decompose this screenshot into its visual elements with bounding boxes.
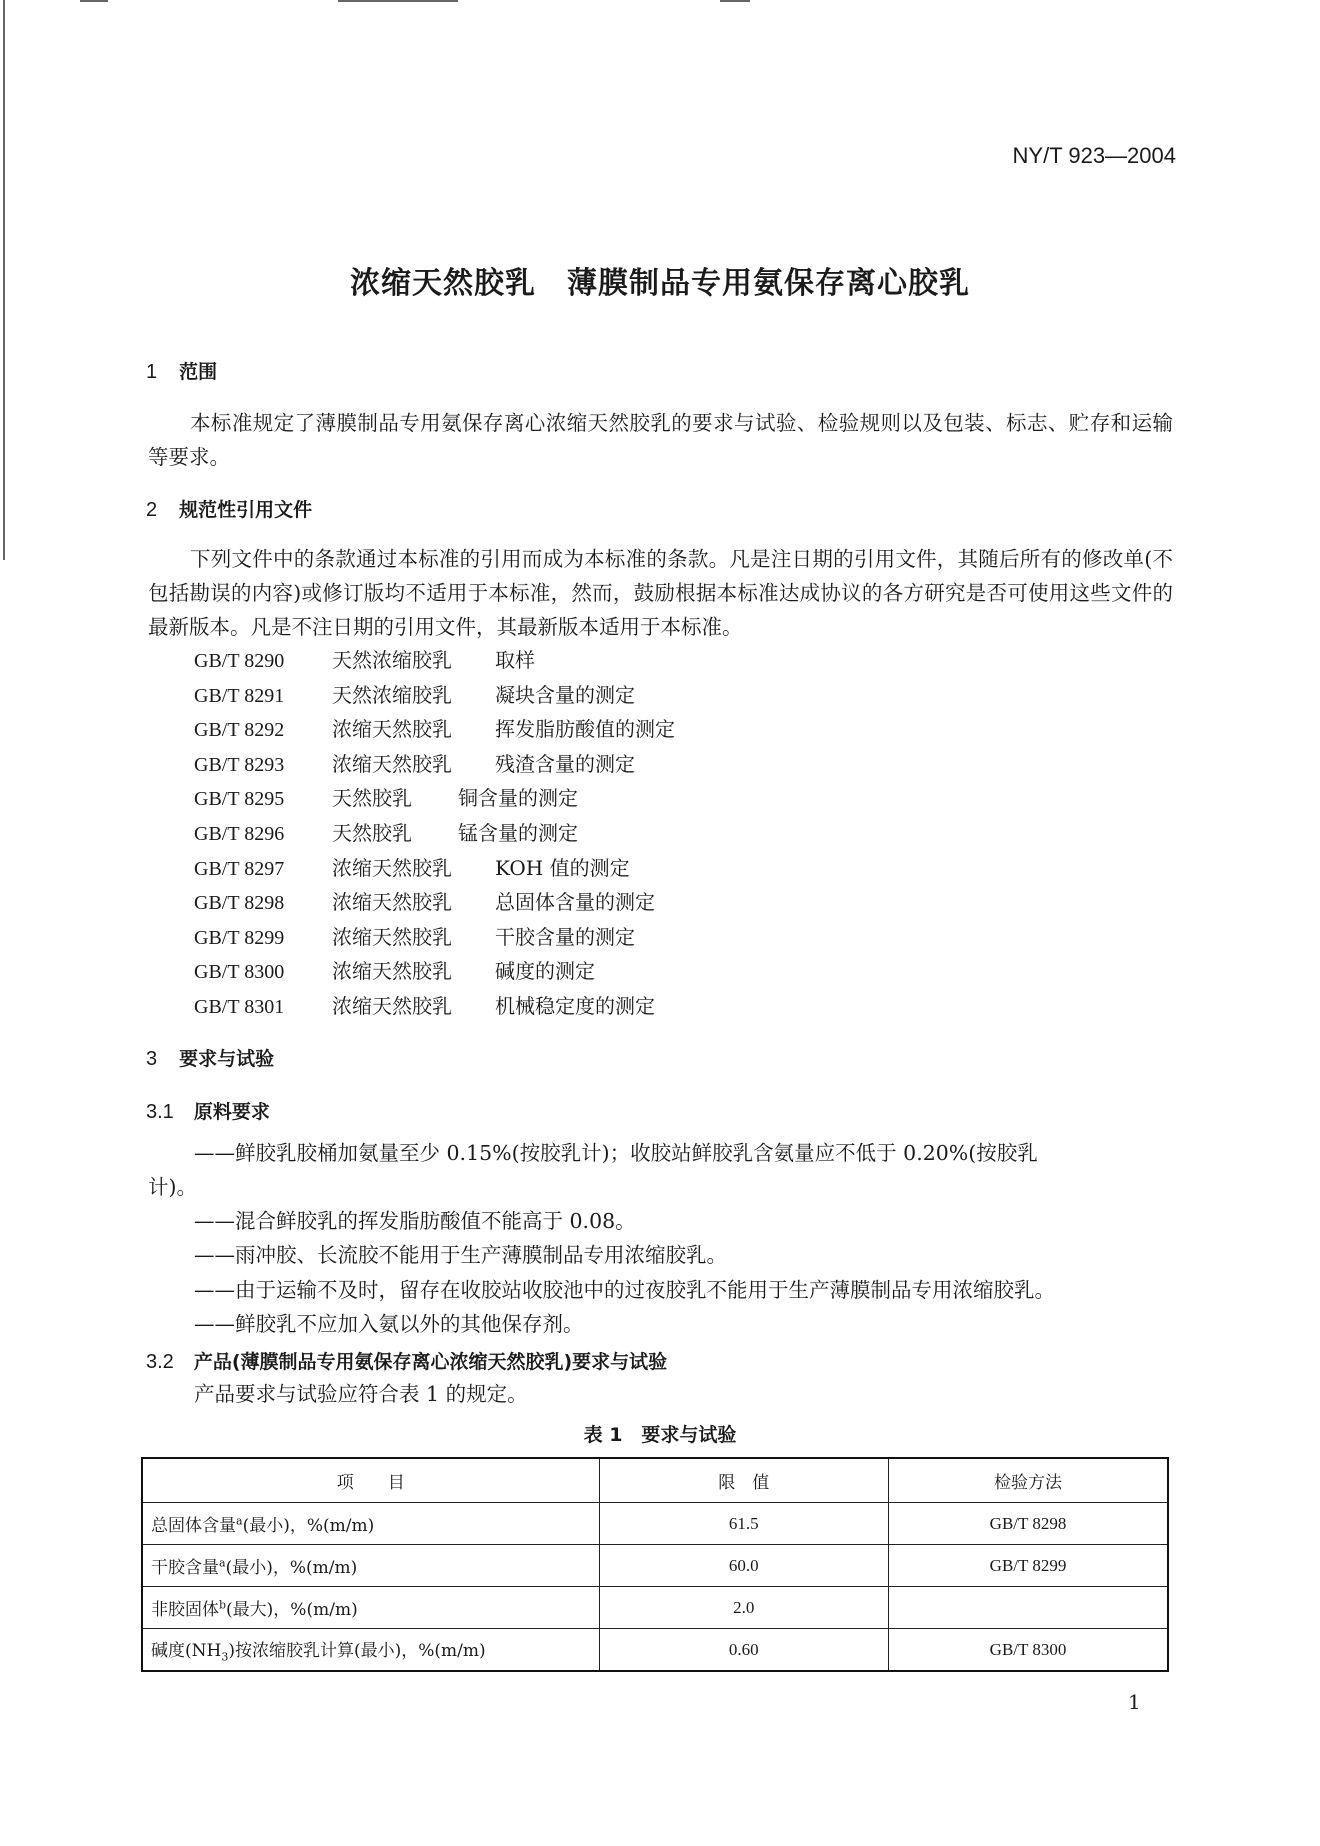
- reference-item: [194, 954, 675, 989]
- footnote-mark: a: [236, 1514, 243, 1528]
- method-cell: GB/T 8300: [889, 1629, 1168, 1672]
- table-row: [142, 1545, 1168, 1587]
- section-number: 2: [146, 499, 158, 521]
- column-header: 检验方法: [889, 1458, 1168, 1503]
- reference-item: [194, 712, 675, 747]
- ref-code: GB/T 8296: [194, 822, 285, 845]
- ref-topic: 总固体含量的测定: [495, 890, 655, 915]
- column-header: 限 值: [599, 1458, 888, 1503]
- ref-topic: 锰含量的测定: [458, 820, 578, 845]
- requirement-item: ——鲜胶乳不应加入氨以外的其他保存剂。: [194, 1312, 584, 1336]
- ref-code: GB/T 8292: [194, 719, 285, 742]
- item-cell: 碱度$(NH_3)$按浓缩胶乳计算(最小)，%(m/m): [142, 1629, 599, 1672]
- limit-cell: 2.0: [599, 1587, 888, 1629]
- ref-topic: KOH 值的测定: [495, 855, 630, 880]
- reference-item: [194, 747, 675, 782]
- scan-artifact-top: [720, 0, 750, 2]
- ref-name: 浓缩天然胶乳: [332, 993, 452, 1018]
- ref-name: 浓缩天然胶乳: [332, 959, 452, 984]
- ref-name: 天然胶乳: [332, 820, 412, 845]
- ref-name: 浓缩天然胶乳: [332, 717, 452, 742]
- ref-code: GB/T 8301: [194, 995, 285, 1018]
- reference-item: [194, 816, 675, 851]
- subscript: 3: [221, 1650, 229, 1664]
- reference-item: [194, 678, 675, 713]
- item-cell: 干胶含量$^a$(最小)，%(m/m): [142, 1545, 599, 1587]
- ref-name: 浓缩天然胶乳: [332, 890, 452, 915]
- section-number: 3: [146, 1048, 158, 1070]
- method-cell: GB/T 8299: [889, 1545, 1168, 1587]
- ref-name: 浓缩天然胶乳: [332, 855, 452, 880]
- section-number: 1: [146, 361, 158, 383]
- section-3-2-text: 产品要求与试验应符合表 1 的规定。: [194, 1382, 528, 1406]
- ref-code: GB/T 8297: [194, 857, 285, 880]
- limit-cell: 0.60: [599, 1629, 888, 1672]
- table-caption: 表 1 要求与试验: [583, 1424, 737, 1446]
- ref-topic: 取样: [495, 648, 535, 672]
- method-cell: [889, 1587, 1168, 1629]
- footnote-mark: b: [219, 1598, 227, 1612]
- section-number: 3.1: [146, 1101, 174, 1123]
- requirement-item: ——鲜胶乳胶桶加氨量至少 0.15%(按胶乳计)；收胶站鲜胶乳含氨量应不低于 0.20%(按胶乳: [194, 1141, 1038, 1165]
- reference-item: [194, 643, 675, 678]
- table-row: [142, 1587, 1168, 1629]
- ref-topic: 干胶含量的测定: [495, 924, 635, 949]
- reference-item: [194, 851, 675, 886]
- ref-code: GB/T 8300: [194, 961, 285, 984]
- table-header-row: [142, 1458, 1168, 1503]
- section-title: 产品(薄膜制品专用氨保存离心浓缩天然胶乳)要求与试验: [193, 1351, 668, 1373]
- ref-name: 天然浓缩胶乳: [332, 682, 452, 707]
- table-row: [142, 1629, 1168, 1672]
- section-3-heading: [146, 1044, 274, 1071]
- reference-item: [194, 885, 675, 920]
- ref-name: 浓缩天然胶乳: [332, 924, 452, 949]
- ref-code: GB/T 8298: [194, 892, 285, 915]
- ref-code: GB/T 8291: [194, 684, 285, 707]
- limit-cell: 60.0: [599, 1545, 888, 1587]
- requirement-item: ——混合鲜胶乳的挥发脂肪酸值不能高于 0.08。: [194, 1209, 636, 1233]
- section-title: 要求与试验: [179, 1048, 275, 1070]
- footnote-mark: a: [219, 1556, 226, 1570]
- ref-topic: 残渣含量的测定: [495, 751, 635, 776]
- scan-artifact-top: [80, 0, 108, 2]
- section-1-text: 本标准规定了薄膜制品专用氨保存离心浓缩天然胶乳的要求与试验、检验规则以及包装、标志、贮存和运输等要求。: [148, 411, 1173, 469]
- ref-topic: 铜含量的测定: [458, 786, 578, 811]
- section-2-text: 下列文件中的条款通过本标准的引用而成为本标准的条款。凡是注日期的引用文件，其随后所有的修改单(不包括勘误的内容)或修订版均不适用于本标准，然而，鼓励根据本标准达成协议的各方研究是否可使用这些文件的最新版本。凡是不注日期的引用文件，其最新版本适用于本标准。: [148, 547, 1173, 639]
- ref-topic: 机械稳定度的测定: [495, 993, 655, 1018]
- requirement-item-continuation: 计)。: [148, 1175, 197, 1199]
- table-row: [142, 1503, 1168, 1545]
- requirement-item: ——雨冲胶、长流胶不能用于生产薄膜制品专用浓缩胶乳。: [194, 1243, 727, 1267]
- ref-topic: 凝块含量的测定: [495, 682, 635, 707]
- section-title: 规范性引用文件: [179, 499, 313, 521]
- section-number: 3.2: [146, 1351, 174, 1373]
- section-title: 范围: [179, 361, 218, 383]
- requirement-item: ——由于运输不及时，留存在收胶站收胶池中的过夜胶乳不能用于生产薄膜制品专用浓缩胶乳。: [194, 1278, 1055, 1302]
- ref-code: GB/T 8299: [194, 926, 285, 949]
- ref-topic: 碱度的测定: [495, 959, 595, 984]
- section-1-heading: [146, 357, 217, 384]
- ref-name: 天然胶乳: [332, 786, 412, 811]
- ref-topic: 挥发脂肪酸值的测定: [495, 717, 675, 742]
- ref-code: GB/T 8295: [194, 788, 285, 811]
- column-header: 项 目: [142, 1458, 599, 1503]
- reference-list: [194, 643, 675, 1024]
- reference-item: [194, 781, 675, 816]
- page-number: 1: [1128, 1690, 1141, 1714]
- standard-number: NY/T 923—2004: [1012, 143, 1176, 168]
- ref-name: 天然浓缩胶乳: [332, 648, 452, 672]
- reference-item: [194, 920, 675, 955]
- page-title: 浓缩天然胶乳 薄膜制品专用氨保存离心胶乳: [350, 266, 970, 301]
- section-3-1-heading: [146, 1097, 270, 1124]
- section-title: 原料要求: [193, 1101, 270, 1123]
- ref-code: GB/T 8293: [194, 753, 285, 776]
- requirements-table: [141, 1457, 1169, 1672]
- ref-code: GB/T 8290: [194, 650, 285, 672]
- method-cell: GB/T 8298: [889, 1503, 1168, 1545]
- ref-name: 浓缩天然胶乳: [332, 751, 452, 776]
- reference-item: [194, 989, 675, 1024]
- item-cell: 总固体含量$^a$(最小)，%(m/m): [142, 1503, 599, 1545]
- section-2-heading: [146, 495, 312, 522]
- item-cell: 非胶固体$^b$(最大)，%(m/m): [142, 1587, 599, 1629]
- section-3-2-heading: [146, 1347, 667, 1374]
- scan-artifact-top: [338, 0, 458, 2]
- limit-cell: 61.5: [599, 1503, 888, 1545]
